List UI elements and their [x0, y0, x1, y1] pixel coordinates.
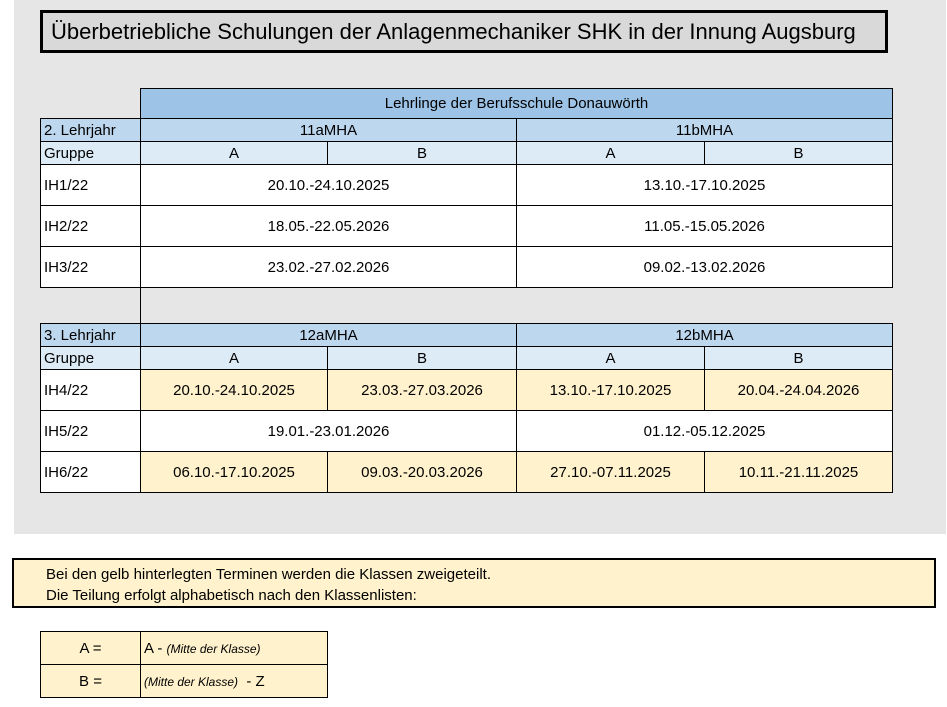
date-cell: 27.10.-07.11.2025 — [517, 452, 705, 493]
group-b: B — [328, 142, 517, 165]
date-cell: 11.05.-15.05.2026 — [517, 206, 893, 247]
legend-a-end: (Mitte der Klasse) — [166, 641, 261, 656]
group-b: B — [705, 347, 893, 370]
legend-key-a: A = — [41, 632, 141, 665]
date-cell: 13.10.-17.10.2025 — [517, 370, 705, 411]
corner-cell — [41, 89, 141, 119]
group-a: A — [517, 142, 705, 165]
group-label: Gruppe — [41, 142, 141, 165]
legend-row-a — [41, 632, 328, 665]
note-line-2: Die Teilung erfolgt alphabetisch nach den Klassenlisten: — [46, 587, 417, 604]
date-cell: 09.02.-13.02.2026 — [517, 247, 893, 288]
date-cell: 06.10.-17.10.2025 — [141, 452, 328, 493]
group-a: A — [141, 142, 328, 165]
group-label: Gruppe — [41, 347, 141, 370]
spacer — [141, 288, 893, 324]
table-row — [41, 247, 893, 288]
group-b: B — [328, 347, 517, 370]
note-line-1: Bei den gelb hinterlegten Terminen werden die Klassen zweigeteilt. — [46, 566, 491, 583]
date-cell: 10.11.-21.11.2025 — [705, 452, 893, 493]
class-header-11a: 11aMHA — [141, 119, 517, 142]
class-header-12a: 12aMHA — [141, 324, 517, 347]
group-b: B — [705, 142, 893, 165]
date-cell: 19.01.-23.01.2026 — [141, 411, 517, 452]
row-label: IH4/22 — [41, 370, 141, 411]
class-header-11b: 11bMHA — [517, 119, 893, 142]
group-a: A — [517, 347, 705, 370]
table-row — [41, 165, 893, 206]
row-label: IH2/22 — [41, 206, 141, 247]
class-header-12b: 12bMHA — [517, 324, 893, 347]
date-cell: 09.03.-20.03.2026 — [328, 452, 517, 493]
legend-b-start: (Mitte der Klasse) — [144, 674, 239, 689]
table-row — [41, 452, 893, 493]
school-header: Lehrlinge der Berufsschule Donauwörth — [141, 89, 893, 119]
legend-value-b — [141, 665, 328, 698]
row-label: IH6/22 — [41, 452, 141, 493]
date-cell: 20.04.-24.04.2026 — [705, 370, 893, 411]
legend-b-end: - Z — [238, 672, 265, 690]
row-label: IH5/22 — [41, 411, 141, 452]
year-label-3: 3. Lehrjahr — [41, 324, 141, 347]
date-cell: 20.10.-24.10.2025 — [141, 370, 328, 411]
date-cell: 23.03.-27.03.2026 — [328, 370, 517, 411]
legend-value-a — [141, 632, 328, 665]
row-label: IH1/22 — [41, 165, 141, 206]
table-row — [41, 411, 893, 452]
split-note — [12, 558, 936, 608]
table-row — [41, 206, 893, 247]
legend-key-b: B = — [41, 665, 141, 698]
table-row — [41, 370, 893, 411]
year-label-2: 2. Lehrjahr — [41, 119, 141, 142]
spacer — [41, 288, 141, 324]
page-title: Überbetriebliche Schulungen der Anlagenmechaniker SHK in der Innung Augsburg — [40, 10, 888, 53]
date-cell: 13.10.-17.10.2025 — [517, 165, 893, 206]
legend-a-start: A - — [144, 639, 167, 657]
group-a: A — [141, 347, 328, 370]
legend-row-b — [41, 665, 328, 698]
date-cell: 20.10.-24.10.2025 — [141, 165, 517, 206]
date-cell: 18.05.-22.05.2026 — [141, 206, 517, 247]
date-cell: 23.02.-27.02.2026 — [141, 247, 517, 288]
date-cell: 01.12.-05.12.2025 — [517, 411, 893, 452]
row-label: IH3/22 — [41, 247, 141, 288]
legend-table — [40, 631, 328, 698]
schedule-table — [40, 88, 893, 493]
